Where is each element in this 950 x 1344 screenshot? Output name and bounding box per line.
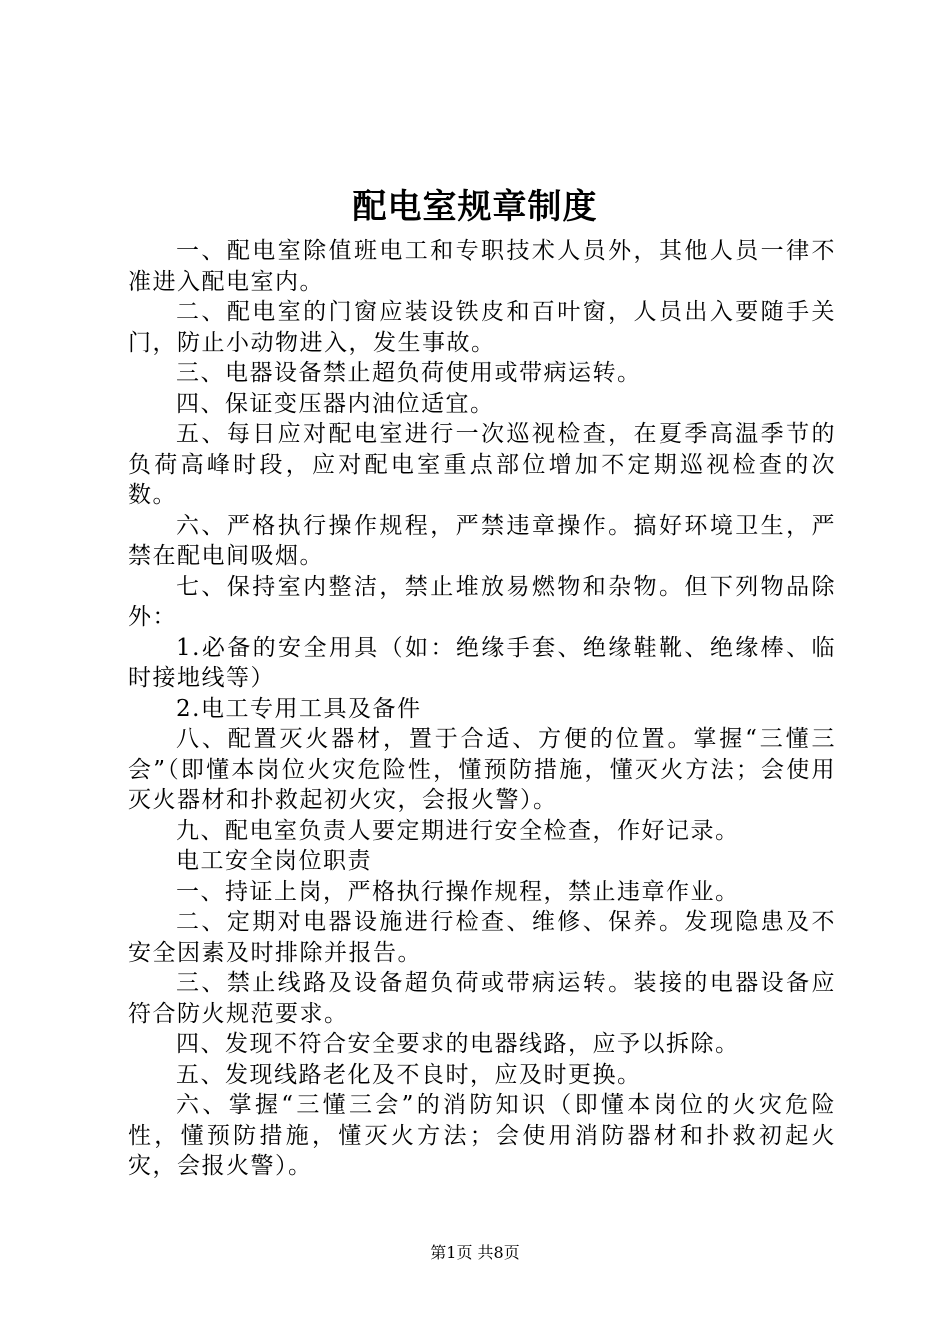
paragraph: 四、发现不符合安全要求的电器线路，应予以拆除。 [176, 1031, 740, 1057]
paragraph: 三、电器设备禁止超负荷使用或带病运转。 [176, 360, 642, 386]
paragraph: 八、配置灭火器材，置于合适、方便的位置。掌握“三懂三会”（即懂本岗位火灾危险性，懂预防措施，懂灭火方法；会使用灭火器材和扑救起初火灾，会报火警）。 [128, 726, 836, 813]
paragraph: 六、掌握“三懂三会”的消防知识（即懂本岗位的火灾危险性，懂预防措施，懂灭火方法；会使用消防器材和扑救初起火灾，会报火警）。 [128, 1092, 836, 1179]
paragraph: 三、禁止线路及设备超负荷或带病运转。装接的电器设备应符合防火规范要求。 [128, 970, 836, 1027]
paragraph: 六、严格执行操作规程，严禁违章操作。搞好环境卫生，严禁在配电间吸烟。 [128, 512, 836, 569]
paragraph: 一、持证上岗，严格执行操作规程，禁止违章作业。 [176, 878, 740, 905]
page-footer: 第1页 共8页 [430, 1243, 520, 1262]
paragraph: 九、配电室负责人要定期进行安全检查，作好记录。 [176, 817, 740, 844]
paragraph: 五、发现线路老化及不良时，应及时更换。 [176, 1061, 642, 1088]
paragraph: 七、保持室内整洁，禁止堆放易燃物和杂物。但下列物品除外： [128, 573, 836, 630]
list-item: 2.电工专用工具及备件 [176, 695, 422, 722]
paragraph: 二、定期对电器设施进行检查、维修、保养。发现隐患及不安全因素及时排除并报告。 [128, 909, 836, 966]
list-item: 1.必备的安全用具（如：绝缘手套、绝缘鞋靴、绝缘棒、临时接地线等） [128, 634, 836, 691]
paragraph: 五、每日应对配电室进行一次巡视检查，在夏季高温季节的负荷高峰时段，应对配电室重点部位增加不定期巡视检查的次数。 [128, 421, 836, 508]
document-title: 配电室规章制度 [352, 187, 598, 227]
section-heading: 电工安全岗位职责 [176, 848, 372, 874]
document-body [128, 236, 836, 1182]
paragraph: 二、配电室的门窗应装设铁皮和百叶窗，人员出入要随手关门，防止小动物进入，发生事故。 [128, 299, 836, 356]
paragraph: 四、保证变压器内油位适宜。 [176, 390, 495, 417]
paragraph: 一、配电室除值班电工和专职技术人员外，其他人员一律不准进入配电室内。 [128, 238, 836, 295]
